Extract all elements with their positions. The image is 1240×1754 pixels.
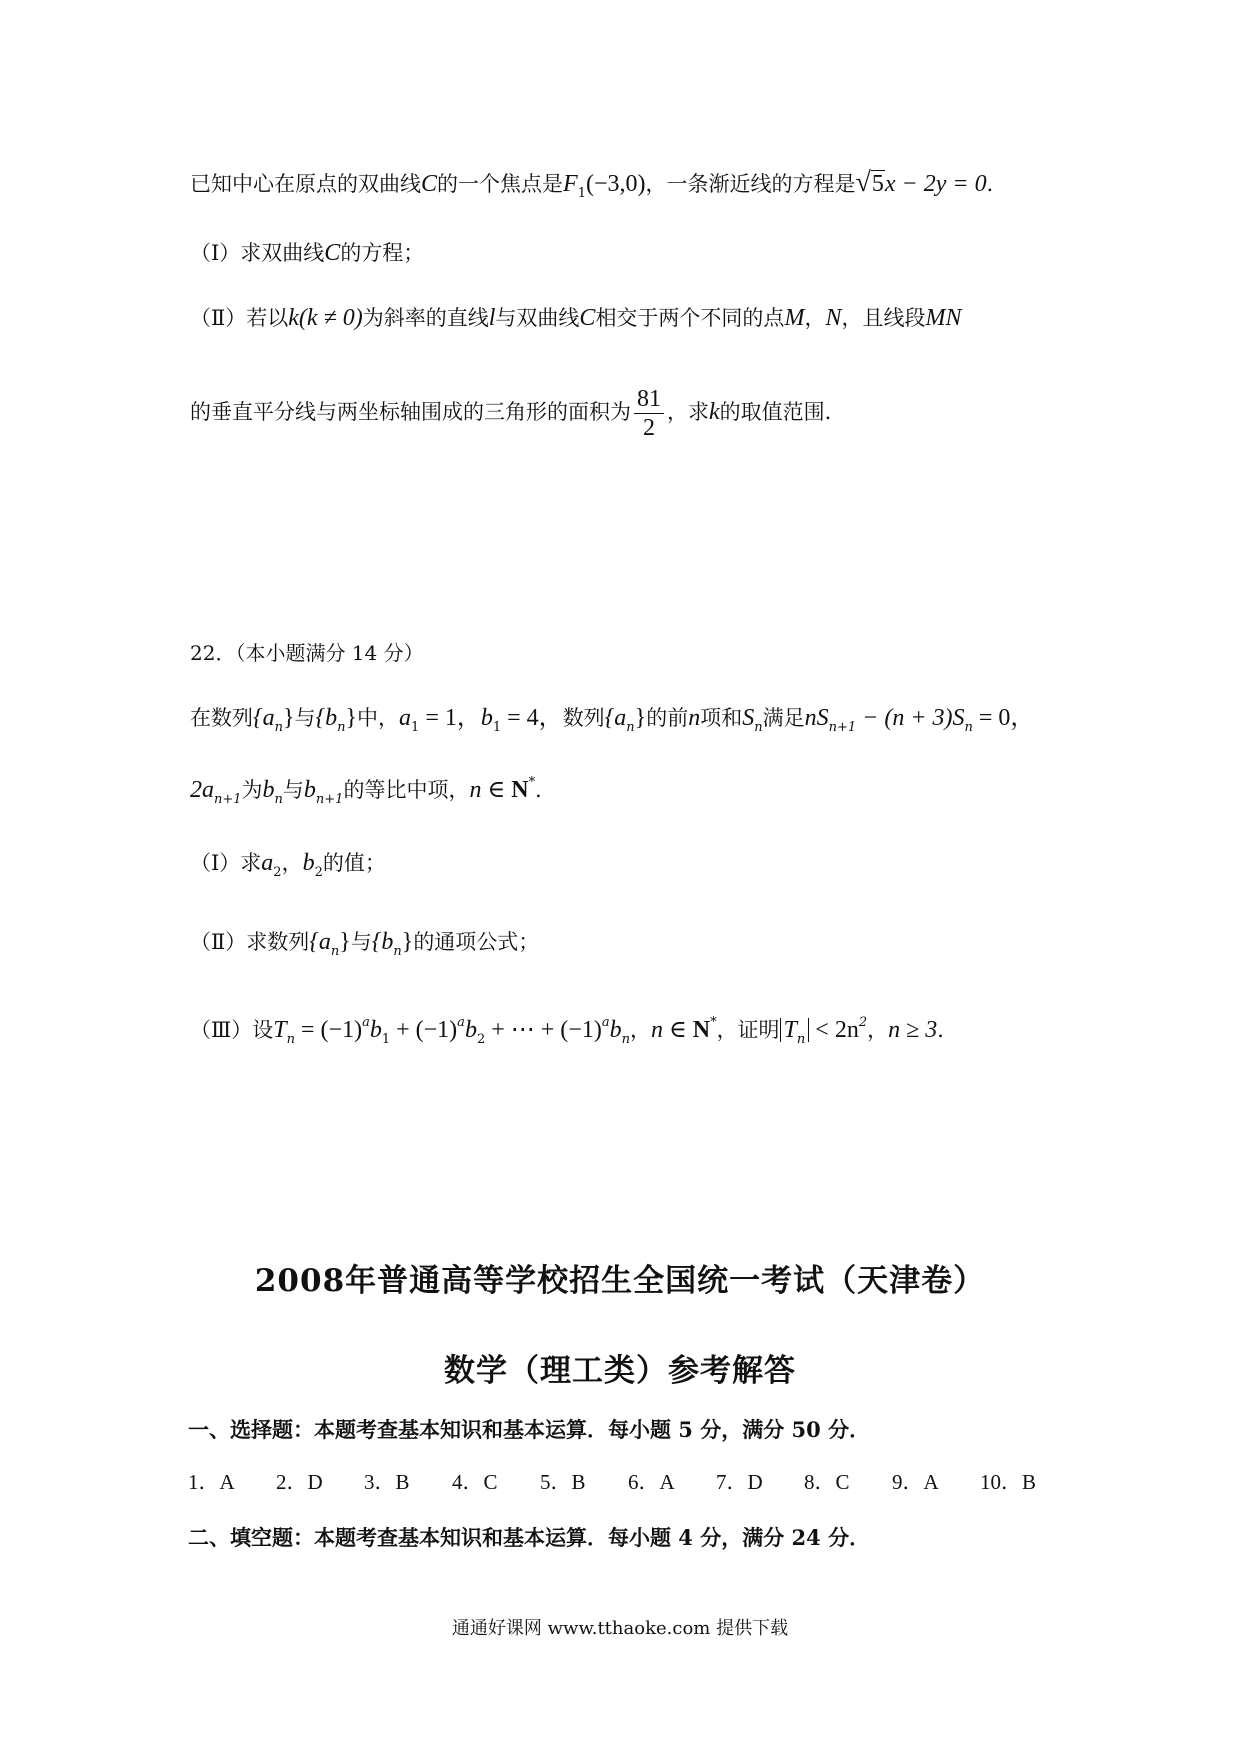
math-var: b: [609, 1017, 622, 1043]
math-expr: = 4，: [501, 705, 563, 731]
text: ，一条渐近线的方程是: [645, 172, 856, 196]
text: ，: [867, 1018, 889, 1042]
math-expr: n ∈: [650, 1017, 693, 1043]
math-var: MN: [925, 305, 962, 331]
math-brace: }: [401, 929, 414, 955]
math-var: C: [421, 171, 438, 197]
text: 的一个焦点是: [437, 172, 564, 196]
math-sub: 1: [411, 720, 420, 735]
math-var: S: [742, 705, 755, 731]
text: 设: [252, 1018, 274, 1042]
text: ．: [535, 778, 557, 802]
math-var: {b: [371, 929, 394, 955]
answer-title: 2008年普通高等学校招生全国统一考试（天津卷）: [254, 1263, 986, 1299]
text: ，证明: [716, 1018, 780, 1042]
answer-subtitle: 数学（理工类）参考解答: [444, 1353, 796, 1389]
math-expr: n ∈: [469, 777, 512, 803]
text: 中，: [357, 706, 400, 730]
math-sup: *: [710, 1015, 717, 1030]
math-var: T: [783, 1017, 797, 1043]
text: ．: [937, 1018, 959, 1042]
answer-item: 8．C: [804, 1470, 850, 1494]
text: 为斜率的直线: [362, 306, 489, 330]
answer-item: 2．D: [276, 1470, 323, 1494]
text: 若以: [246, 306, 289, 330]
problem21-stem: [190, 168, 1008, 209]
math-expr: x − 2y = 0: [884, 171, 987, 197]
text: ，且线段: [841, 306, 926, 330]
text: 与: [350, 930, 372, 954]
text: 的通项公式；: [413, 930, 540, 954]
text: 已知中心在原点的双曲线: [190, 172, 421, 196]
math-sub: n+1: [214, 792, 242, 807]
answer-item: 6．A: [628, 1470, 675, 1494]
math-var: b: [464, 1017, 477, 1043]
math-sub: 2: [476, 1032, 486, 1047]
math-var: {a: [309, 929, 331, 955]
math-var: {b: [315, 705, 338, 731]
math-expr: (−3,0): [585, 171, 646, 197]
math-expr: + (−1): [390, 1017, 458, 1043]
math-sub: n: [754, 720, 763, 735]
problem21-part1: [190, 238, 424, 268]
math-sub: 1: [492, 720, 502, 735]
part-label: （Ⅱ）: [190, 930, 247, 954]
page-footer: 通通好课网 www.tthaoke.com 提供下载: [451, 1618, 789, 1639]
math-var: N: [825, 305, 842, 331]
problem21-part2-line1: [190, 303, 961, 333]
math-sub: n: [274, 720, 283, 735]
math-var: M: [784, 305, 805, 331]
text: 的等比中项，: [343, 778, 470, 802]
problem22-part1: [190, 848, 386, 888]
text: 满足: [762, 706, 805, 730]
problem22-stem-line1: [190, 703, 1034, 743]
text: 求: [240, 851, 262, 875]
text: 相交于两个不同的点: [595, 306, 785, 330]
text: 求数列: [246, 930, 310, 954]
math-expr: = (−1): [295, 1017, 363, 1043]
math-var: b: [303, 777, 316, 803]
math-sup: *: [528, 775, 536, 790]
math-sub: 2: [273, 865, 282, 880]
answer-item: 9．A: [892, 1470, 939, 1494]
math-var: b: [262, 777, 275, 803]
math-expr: n ≥ 3: [888, 1017, 938, 1043]
math-sub: n: [796, 1032, 806, 1047]
math-var: C: [324, 240, 341, 266]
text: 的方程；: [340, 241, 425, 265]
math-sub: 1: [381, 1032, 391, 1047]
sqrt-sign: √: [855, 167, 871, 198]
math-expr: < 2n: [809, 1017, 859, 1043]
text: 在数列: [190, 706, 253, 730]
math-var: {a: [604, 705, 627, 731]
math-var: b: [369, 1017, 382, 1043]
text: ，: [629, 1018, 651, 1042]
math-var: b: [480, 705, 493, 731]
math-sub: n: [626, 720, 635, 735]
math-set: N: [511, 777, 529, 803]
section-fill-header: 二、填空题：本题考查基本知识和基本运算．每小题 4 分，满分 24 分．: [188, 1525, 871, 1550]
math-var: k: [709, 399, 720, 425]
text: 的垂直平分线与两坐标轴围成的三角形的面积为: [190, 400, 631, 424]
absolute-value: [780, 1017, 810, 1047]
math-var: n: [688, 705, 701, 731]
problem22-part3: [190, 1008, 958, 1055]
part-label: （Ⅲ）: [190, 1018, 253, 1042]
math-sub: n: [964, 720, 973, 735]
math-expr: − (n + 3)S: [856, 705, 965, 731]
math-sub: n: [286, 1032, 295, 1047]
text: 的取值范围．: [719, 400, 846, 424]
section-choice-header: 一、选择题：本题考查基本知识和基本运算．每小题 5 分，满分 50 分．: [188, 1417, 871, 1442]
text: 数列: [562, 706, 605, 730]
text: 与: [294, 706, 316, 730]
text: ，求: [667, 400, 709, 424]
math-sup: a: [362, 1015, 370, 1030]
math-var: F: [563, 171, 578, 197]
math-sub: n+1: [828, 720, 857, 735]
math-sup: a: [601, 1015, 610, 1030]
math-var: {a: [253, 705, 275, 731]
text: ，: [281, 851, 303, 875]
text: 的前: [646, 706, 689, 730]
fraction: [634, 385, 664, 442]
text: 为: [241, 778, 263, 802]
math-var: l: [488, 305, 496, 331]
math-sup: a: [457, 1015, 465, 1030]
math-sub: n: [621, 1032, 630, 1047]
text: 项和: [700, 706, 743, 730]
math-var: a: [261, 850, 274, 876]
problem21-part2-line2: [190, 385, 846, 442]
problem22-header: 22．（本小题满分 14 分）: [190, 641, 424, 665]
answer-item: 10．B: [980, 1470, 1037, 1494]
math-var: T: [273, 1017, 287, 1043]
choice-answers: [188, 1466, 1068, 1496]
answer-item: 3．B: [364, 1470, 410, 1494]
math-sub: 2: [314, 865, 323, 880]
part-label: （Ⅱ）: [190, 306, 247, 330]
math-var: 2a: [190, 777, 214, 803]
math-brace: }: [345, 705, 358, 731]
math-brace: }: [282, 705, 295, 731]
math-expr: nS: [804, 705, 829, 731]
fraction-denominator: 2: [643, 415, 655, 441]
text: 与双曲线: [495, 306, 580, 330]
math-expr: + ⋯ + (−1): [485, 1017, 602, 1043]
part-label: （Ⅰ）: [190, 851, 241, 875]
fraction-numerator: 81: [634, 385, 664, 414]
text: 的值；: [322, 851, 386, 875]
answer-item: 5．B: [540, 1470, 586, 1494]
math-sub: n: [393, 944, 402, 959]
math-expr: k(k ≠ 0): [288, 305, 363, 331]
math-var: C: [579, 305, 596, 331]
math-var: b: [302, 850, 315, 876]
math-sub: n: [337, 720, 346, 735]
math-brace: }: [339, 929, 351, 955]
math-sub: n+1: [315, 792, 344, 807]
part-label: （Ⅰ）: [190, 241, 241, 265]
text: ．: [986, 172, 1008, 196]
math-sub: 1: [577, 186, 586, 201]
math-brace: }: [634, 705, 647, 731]
math-expr: = 0，: [972, 705, 1035, 731]
answer-item: 4．C: [452, 1470, 498, 1494]
math-sub: n: [330, 944, 340, 959]
math-set: N: [692, 1017, 711, 1043]
math-expr: = 1，: [419, 705, 481, 731]
text: ，: [804, 306, 826, 330]
math-var: a: [399, 705, 412, 731]
problem22-stem-line2: [190, 768, 556, 815]
math-sub: n: [274, 792, 283, 807]
math-sup: 2: [858, 1015, 868, 1030]
answer-item: 7．D: [716, 1470, 763, 1494]
text: 求双曲线: [240, 241, 325, 265]
text: 与: [282, 778, 304, 802]
problem22-part2: [190, 927, 539, 967]
answer-item: 1．A: [188, 1470, 235, 1494]
sqrt-arg: 5: [871, 171, 884, 197]
